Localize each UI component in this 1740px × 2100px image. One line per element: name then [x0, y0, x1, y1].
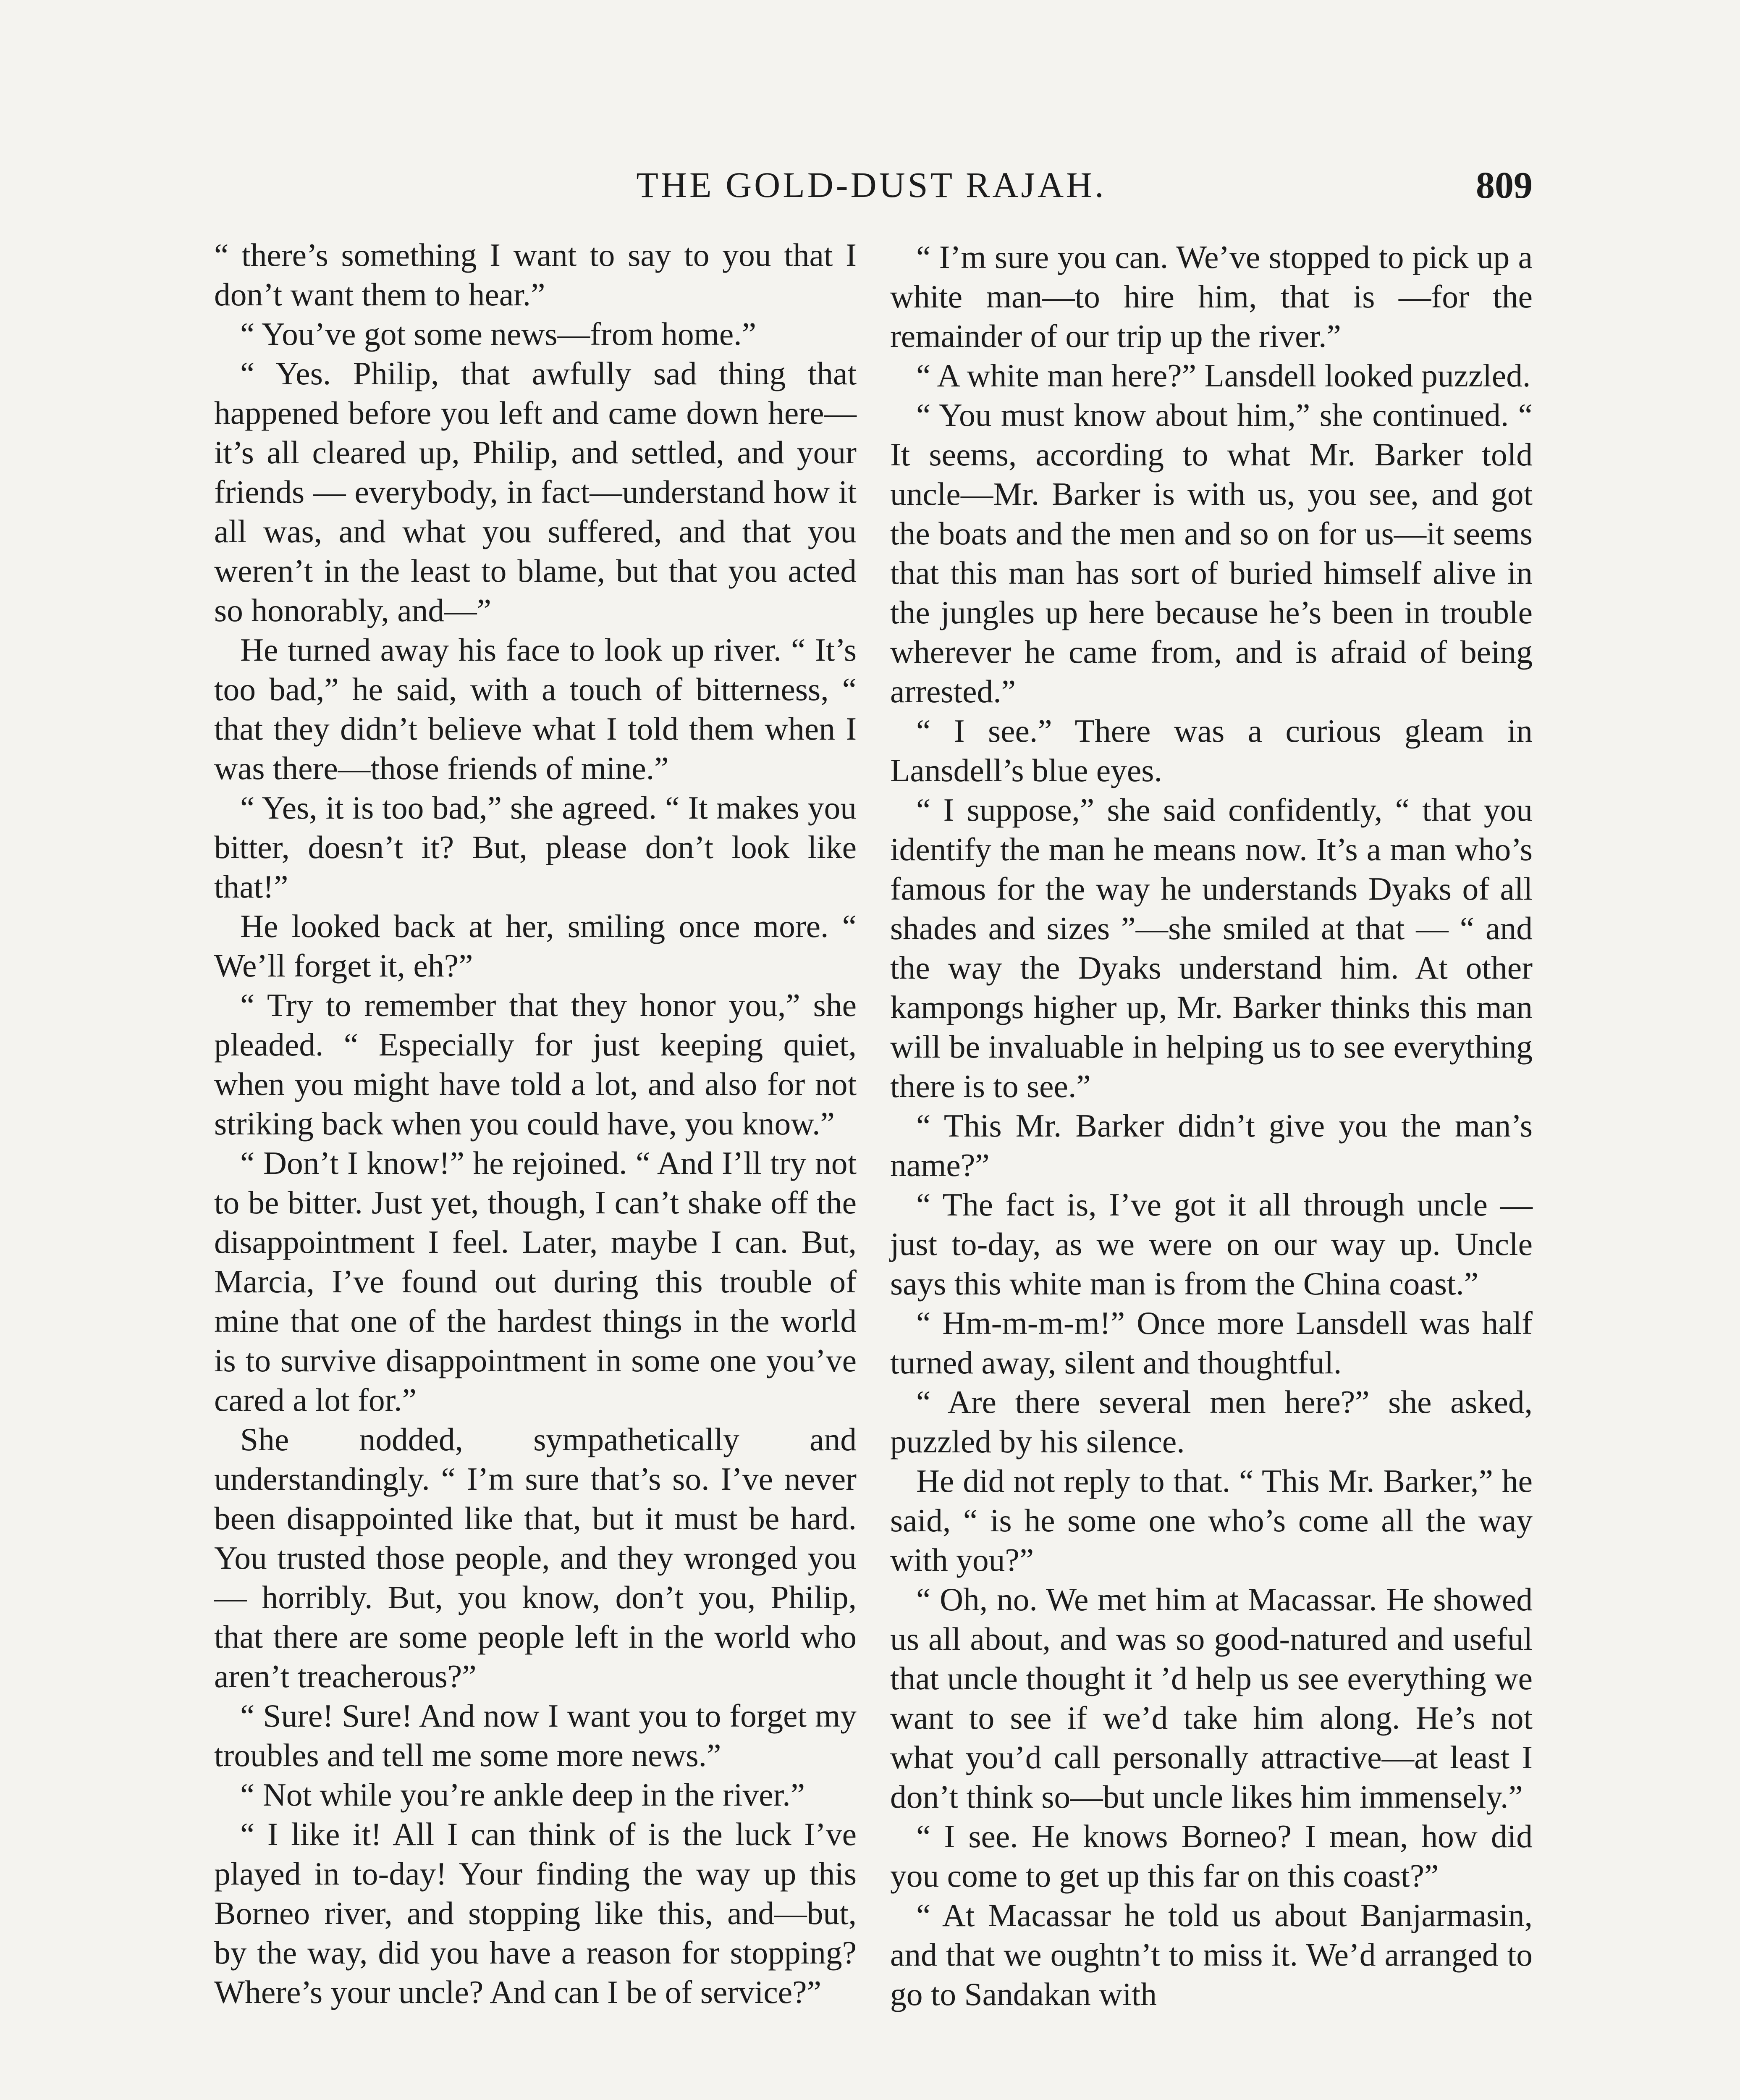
paragraph: He looked back at her, smiling once more. “ We’ll forget it, eh?” — [214, 908, 857, 984]
paragraph: She nodded, sympathetically and understandingly. “ I’m sure that’s so. I’ve never been disappointed like that, but it must be hard. You trusted those people, and they wronged you — horribly. But, you know, don’t you, Philip, that there are some people left in the world who aren’t treacherous?” — [214, 1421, 857, 1694]
paragraph: “ Don’t I know!” he rejoined. “ And I’ll try not to be bitter. Just yet, though, I can’t shake off the disappointment I feel. Later, maybe I can. But, Marcia, I’ve found out during this trouble of mine that one of the hardest things in the world is to survive disappointment in some one you’ve cared a lot for.” — [214, 1145, 857, 1418]
paragraph: “ You’ve got some news—from home.” — [240, 316, 757, 352]
running-title: THE GOLD-DUST RAJAH. — [636, 165, 1106, 205]
paragraph: “ This Mr. Barker didn’t give you the man’s name?” — [890, 1108, 1533, 1183]
paragraph: “ Yes. Philip, that awfully sad thing that happened before you left and came down here—it’s all cleared up, Philip, and settled, and your friends — everybody, in fact—understand how it all was, and what you suffered, and that you weren’t in the least to blame, but that you acted so honorably, and—” — [214, 355, 857, 628]
paragraph: “ Yes, it is too bad,” she agreed. “ It makes you bitter, doesn’t it? But, please don’t look like that!” — [214, 790, 857, 905]
right-column — [890, 235, 1533, 2100]
paragraph: “ Are there several men here?” she asked, puzzled by his silence. — [890, 1384, 1533, 1460]
paragraph: He turned away his face to look up river. “ It’s too bad,” he said, with a touch of bitterness, “ that they didn’t believe what I told them when I was there—those friends of mine.” — [214, 632, 857, 786]
paragraph: “ I suppose,” she said confidently, “ that you identify the man he means now. It’s a man who’s famous for the way he understands Dyaks of all shades and sizes ”—she smiled at that — “ and the way the Dyaks understand him. At other kampongs higher up, Mr. Barker thinks this man will be invaluable in helping us to see everything there is to see.” — [890, 792, 1533, 1104]
paragraph: “ Sure! Sure! And now I want you to forget my troubles and tell me some more news.” — [214, 1698, 857, 1773]
paragraph: “ I see.” There was a curious gleam in Lansdell’s blue eyes. — [890, 713, 1533, 788]
paragraph: “ A white man here?” Lansdell looked puzzled. — [916, 357, 1531, 394]
paragraph: “ there’s something I want to say to you that I don’t want them to hear.” — [214, 237, 857, 312]
paragraph: He did not reply to that. “ This Mr. Barker,” he said, “ is he some one who’s come all the way with you?” — [890, 1463, 1533, 1578]
paragraph: “ At Macassar he told us about Banjarmasin, and that we oughtn’t to miss it. We’d arranged to go to Sandakan with — [890, 1897, 1533, 2012]
paragraph: “ I like it! All I can think of is the luck I’ve played in to-day! Your finding the way up this Borneo river, and stopping like this, and—but, by the way, did you have a reason for stopping? Where’s your uncle? And can I be of service?” — [214, 1816, 857, 2010]
paragraph: “ The fact is, I’ve got it all through uncle —just to-day, as we were on our way up. Uncle says this white man is from the China coast.” — [890, 1186, 1533, 1302]
paragraph: “ Try to remember that they honor you,” she pleaded. “ Especially for just keeping quiet, when you might have told a lot, and also for not striking back when you could have, you know.” — [214, 987, 857, 1142]
paragraph: “ I’m sure you can. We’ve stopped to pick up a white man—to hire him, that is —for the remainder of our trip up the river.” — [890, 239, 1533, 354]
paragraph: “ I see. He knows Borneo? I mean, how did you come to get up this far on this coast?” — [890, 1818, 1533, 1894]
page-number: 809 — [1476, 165, 1533, 206]
page-header — [210, 164, 1533, 214]
paragraph: “ Oh, no. We met him at Macassar. He showed us all about, and was so good-natured and useful that uncle thought it ’d help us see everything we want to see if we’d take him along. He’s not what you’d call personally attractive—at least I don’t think so—but uncle likes him immensely.” — [890, 1581, 1533, 1815]
paragraph: “ Hm-m-m-m!” Once more Lansdell was half turned away, silent and thoughtful. — [890, 1305, 1533, 1381]
paragraph: “ You must know about him,” she continued. “ It seems, according to what Mr. Barker told uncle—Mr. Barker is with us, you see, and got the boats and the men and so on for us—it seems that this man has sort of buried himself alive in the jungles up here because he’s been in trouble wherever he came from, and is afraid of being arrested.” — [890, 397, 1533, 709]
paragraph: “ Not while you’re ankle deep in the river.” — [240, 1777, 805, 1813]
left-column — [214, 235, 857, 2100]
